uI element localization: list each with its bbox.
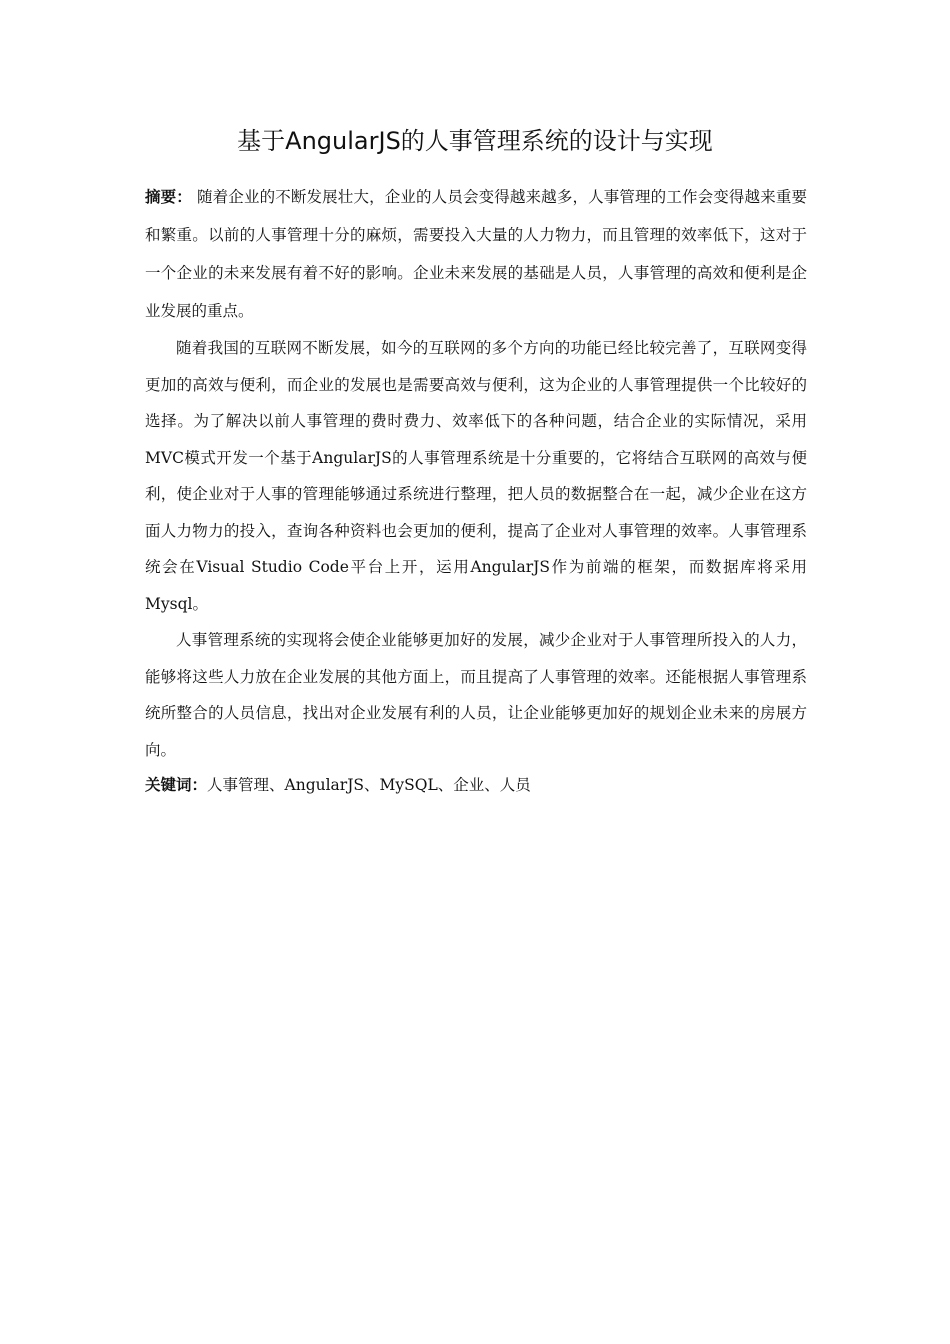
abstract-paragraph-1-text: 随着企业的不断发展壮大，企业的人员会变得越来越多，人事管理的工作会变得越来重要和繁重。以前的人事管理十分的麻烦，需要投入大量的人力物力，而且管理的效率低下，这对于一个企业的未来发展有着不好的影响。企业未来发展的基础是人员，人事管理的高效和便利是企业发展的重点。	[145, 188, 807, 320]
keywords-label: 关键词：	[145, 776, 208, 794]
abstract-label: 摘要：	[145, 188, 192, 206]
abstract-paragraph-3: 人事管理系统的实现将会使企业能够更加好的发展，减少企业对于人事管理所投入的人力，能够将这些人力放在企业发展的其他方面上，而且提高了人事管理的效率。还能根据人事管理系统所整合的人员信息，找出对企业发展有利的人员，让企业能够更加好的规划企业未来的房展方向。	[145, 631, 807, 759]
keywords-value: 人事管理、AngularJS、MySQL、企业、人员	[207, 776, 531, 794]
abstract-paragraph-2: 随着我国的互联网不断发展，如今的互联网的多个方向的功能已经比较完善了，互联网变得更加的高效与便利，而企业的发展也是需要高效与便利，这为企业的人事管理提供一个比较好的选择。为了解决以前人事管理的费时费力、效率低下的各种问题，结合企业的实际情况，采用MVC模式开发一个基于AngularJS的人事管理系统是十分重要的，它将结合互联网的高效与便利，使企业对于人事的管理能够通过系统进行整理，把人员的数据整合在一起，减少企业在这方面人力物力的投入，查询各种资料也会更加的便利，提高了企业对人事管理的效率。人事管理系统会在Visual Studio Code平台上开，运用AngularJS作为前端的框架，而数据库将采用Mysql。	[145, 339, 807, 613]
keywords-line	[145, 770, 807, 800]
document-title: 基于AngularJS的人事管理系统的设计与实现	[237, 127, 713, 155]
abstract-section	[145, 178, 807, 800]
abstract-paragraph-1	[145, 178, 807, 330]
